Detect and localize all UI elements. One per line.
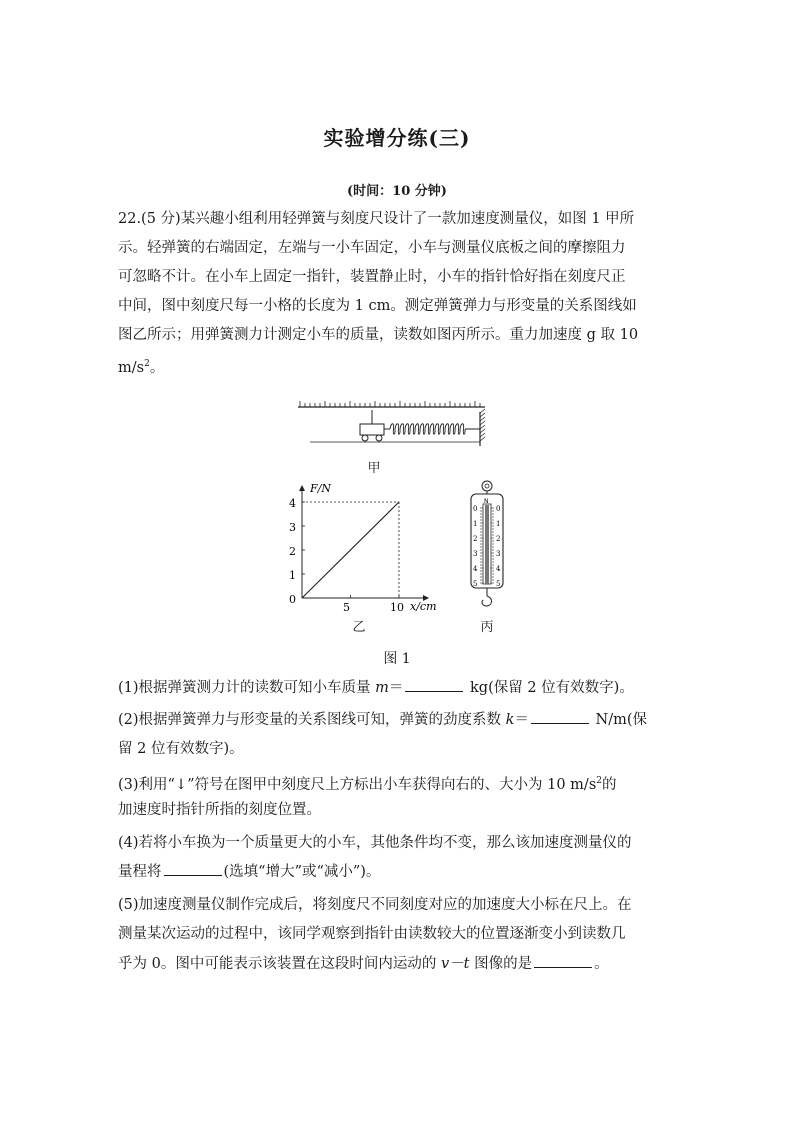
question-3: [118, 767, 678, 799]
wall-hatch-line: [480, 425, 485, 429]
q1-answer-blank[interactable]: [405, 677, 463, 692]
q5-text-end: 。: [594, 956, 609, 972]
question-3-line2: 加速度时指针所指的刻度位置。: [118, 802, 321, 818]
scale-unit: N: [484, 498, 489, 505]
q3-exp: 2: [596, 776, 602, 786]
label-jia: 甲: [367, 461, 381, 476]
scale-num-left: 4: [473, 565, 478, 573]
scale-num-left: 3: [473, 550, 478, 558]
x-axis-label: x/cm: [410, 600, 437, 613]
cart-wheel: [376, 435, 382, 441]
q5-var: v－t: [440, 956, 470, 972]
cart-wheel: [362, 435, 368, 441]
q2-text-end: N/m(保: [590, 712, 648, 728]
q2-answer-blank[interactable]: [531, 709, 589, 724]
y-tick-label: 1: [289, 569, 296, 582]
y-tick-label: 0: [289, 593, 296, 606]
intro-line: 中间，图中刻度尺每一小格的长度为 1 cm。测定弹簧弹力与形变量的关系图线如: [118, 298, 637, 314]
y-tick-label: 4: [289, 497, 296, 510]
scale-hook: [482, 596, 491, 606]
spring: [390, 424, 465, 435]
series-line: [302, 502, 399, 598]
q1-var: m: [375, 680, 389, 696]
figure-yi-graph: [280, 478, 445, 618]
intro-line: 22.(5 分)某兴趣小组利用轻弹簧与刻度尺设计了一款加速度测量仪，如图 1 甲所: [118, 211, 635, 227]
figure-jia-apparatus: [290, 396, 505, 451]
question-2-line2: 留 2 位有效数字)。: [118, 741, 244, 757]
scale-num-left: 2: [473, 535, 478, 543]
scale-num-right: 5: [496, 580, 501, 588]
ruler-ticks: [300, 401, 480, 407]
q2-text: (2)根据弹簧弹力与形变量的关系图线可知，弹簧的劲度系数: [118, 712, 506, 728]
cart-body: [360, 424, 384, 435]
scale-num-right: 2: [496, 535, 501, 543]
q4-text-end: (选填“增大”或“减小”)。: [223, 864, 381, 880]
q4-text: 量程将: [118, 864, 162, 880]
wall-hatch: [480, 409, 485, 441]
page-title: 实验增分练(三): [323, 126, 471, 150]
wall-hatch-line: [480, 413, 485, 417]
figure-bing-spring-scale: [462, 478, 512, 613]
y-axis-label: F/N: [310, 482, 331, 495]
wall-hatch-line: [480, 409, 485, 413]
intro-line: 图乙所示；用弹簧测力计测定小车的质量，读数如图丙所示。重力加速度 g 取 10: [118, 327, 639, 343]
q5-text-mid: 图像的是: [469, 956, 533, 972]
wall-hatch-line: [480, 433, 485, 437]
q1-text-end: kg(保留 2 位有效数字)。: [465, 680, 634, 696]
intro-unit: m/s: [118, 359, 145, 376]
question-1: [118, 674, 678, 703]
wall-hatch-line: [480, 437, 485, 441]
time-note: (时间：10 分钟): [347, 184, 447, 199]
scale-num-right: 3: [496, 550, 501, 558]
scale-num-left: 0: [473, 505, 478, 513]
scale-num-left: 1: [473, 520, 478, 528]
intro-line: 示。轻弹簧的右端固定，左端与一小车固定，小车与测量仪底板之间的摩擦阻力: [118, 240, 626, 256]
wall-hatch-line: [480, 429, 485, 433]
scale-spring: [485, 505, 489, 584]
q3-text-end: 的: [602, 776, 617, 793]
scale-num-right: 1: [496, 520, 501, 528]
scale-num-left: 5: [473, 580, 478, 588]
q4-answer-blank[interactable]: [164, 861, 222, 876]
intro-line: [118, 350, 678, 382]
q1-text: (1)根据弹簧测力计的读数可知小车质量: [118, 680, 376, 696]
question-5-line2: 测量某次运动的过程中，该同学观察到指针由读数较大的位置逐渐变小到读数几: [118, 926, 626, 942]
wall-hatch-line: [480, 417, 485, 421]
intro-unit-exp: 2: [144, 359, 150, 369]
y-tick-label: 2: [289, 545, 296, 558]
x-tick-label: 10: [390, 601, 404, 614]
q1-eq: ＝: [388, 680, 404, 696]
x-tick-label: 5: [343, 601, 350, 614]
q2-eq: ＝: [514, 712, 529, 728]
y-tick-label: 3: [289, 521, 296, 534]
q5-text: 乎为 0。图中可能表示该装置在这段时间内运动的: [118, 956, 441, 972]
label-yi: 乙: [352, 620, 366, 635]
scale-num-right: 4: [496, 565, 501, 573]
question-5: (5)加速度测量仪制作完成后，将刻度尺不同刻度对应的加速度大小标在尺上。在: [118, 897, 632, 913]
intro-line: 可忽略不计。在小车上固定一指针，装置静止时，小车的指针恰好指在刻度尺正: [118, 269, 626, 285]
question-5-line3: [118, 950, 678, 979]
scale-num-right: 0: [496, 505, 501, 513]
wall-hatch-line: [480, 421, 485, 425]
question-4-line2: [118, 858, 678, 887]
question-2: [118, 706, 678, 735]
figure-caption: 图 1: [383, 651, 411, 667]
label-bing: 丙: [480, 620, 494, 635]
graph-marks: [302, 502, 399, 598]
intro-end: 。: [149, 359, 165, 376]
question-4: (4)若将小车换为一个质量更大的小车，其他条件均不变，那么该加速度测量仪的: [118, 835, 632, 851]
q5-answer-blank[interactable]: [534, 953, 592, 968]
q2-var: k: [505, 712, 515, 728]
q3-text: (3)利用“↓”符号在图甲中刻度尺上方标出小车获得向右的、大小为 10 m/s: [118, 776, 597, 793]
